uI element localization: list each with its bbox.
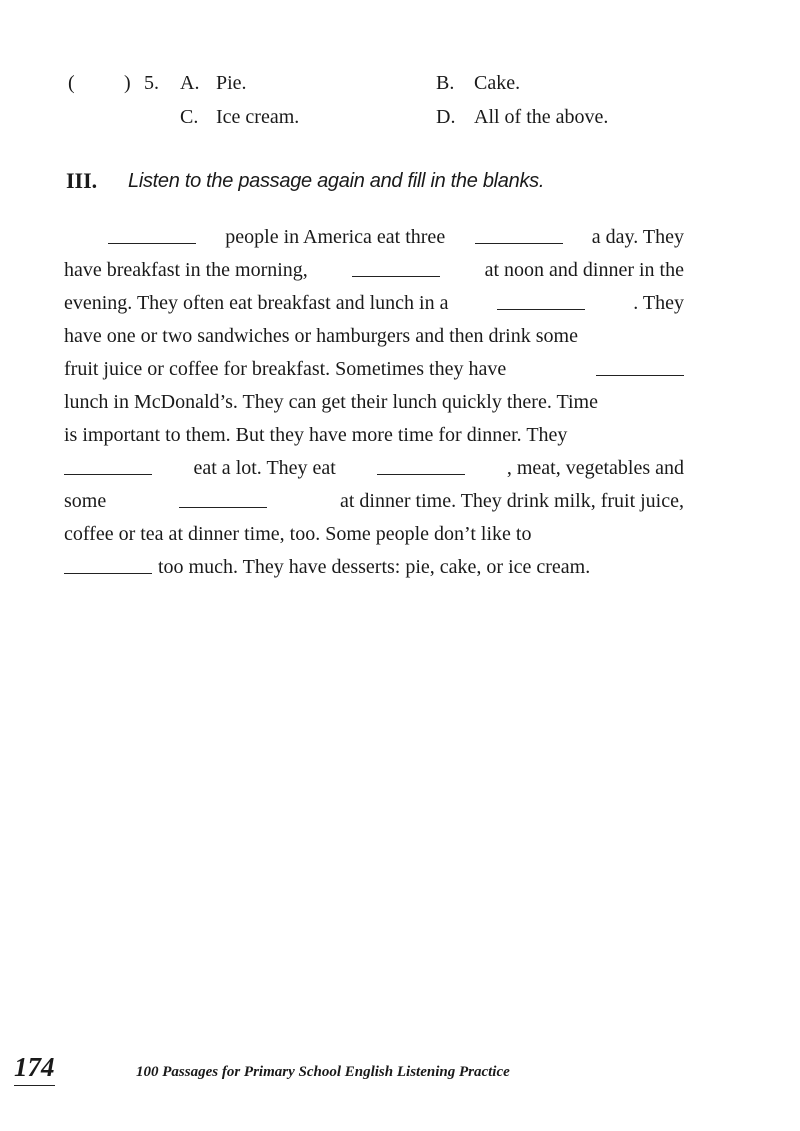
- passage-text: lunch in McDonald’s. They can get their lunch quickly there. Time: [64, 391, 598, 413]
- passage-text: is important to them. But they have more time for dinner. They: [64, 424, 568, 446]
- passage-text: have one or two sandwiches or hamburgers and then drink some: [64, 325, 578, 347]
- blank-1: [108, 221, 196, 244]
- passage-line: [64, 551, 684, 584]
- passage-line: [64, 419, 684, 452]
- fill-in-passage: [64, 221, 684, 584]
- blank-4: [497, 287, 585, 310]
- option-d-letter: D.: [436, 106, 456, 128]
- question-5-row-1: [68, 66, 748, 100]
- answer-paren-close: ): [124, 72, 131, 94]
- passage-text: a day. They: [591, 226, 684, 248]
- passage-text: too much. They have desserts: pie, cake, or ice cream.: [158, 556, 591, 578]
- blank-9: [64, 551, 152, 574]
- passage-text: fruit juice or coffee for breakfast. Sometimes they have: [64, 358, 507, 380]
- passage-line: [64, 518, 684, 551]
- passage-text: coffee or tea at dinner time, too. Some people don’t like to: [64, 523, 532, 545]
- passage-text: some: [64, 490, 107, 512]
- passage-line: [64, 221, 684, 254]
- option-a-letter: A.: [180, 72, 200, 94]
- option-d-text: All of the above.: [474, 106, 609, 128]
- section-number: III.: [66, 168, 98, 193]
- blank-5: [596, 353, 684, 376]
- passage-line: [64, 353, 684, 386]
- passage-line: [64, 287, 684, 320]
- passage-text: eat a lot. They eat: [193, 457, 336, 479]
- section-instruction: Listen to the passage again and fill in the blanks.: [128, 170, 545, 192]
- passage-text: people in America eat three: [225, 226, 446, 248]
- passage-line: [64, 320, 684, 353]
- option-b-letter: B.: [436, 72, 455, 94]
- passage-line: [64, 485, 684, 518]
- section-heading: [66, 164, 746, 198]
- passage-line: [64, 452, 684, 485]
- blank-8: [179, 485, 267, 508]
- option-b-text: Cake.: [474, 72, 521, 94]
- question-5-row-2: [68, 100, 748, 134]
- passage-text: at dinner time. They drink milk, fruit juice,: [340, 490, 684, 512]
- passage-text: at noon and dinner in the: [484, 259, 684, 281]
- page-number: 174: [14, 1050, 55, 1086]
- blank-2: [475, 221, 563, 244]
- passage-line: [64, 386, 684, 419]
- passage-text: have breakfast in the morning,: [64, 259, 308, 281]
- passage-text: evening. They often eat breakfast and lunch in a: [64, 292, 449, 314]
- passage-line: [64, 254, 684, 287]
- option-a-text: Pie.: [216, 72, 247, 94]
- passage-text: . They: [633, 292, 684, 314]
- question-5: [68, 66, 748, 134]
- passage-text: , meat, vegetables and: [506, 457, 684, 479]
- book-title: 100 Passages for Primary School English Listening Practice: [136, 1064, 510, 1080]
- question-number: 5.: [144, 72, 159, 94]
- option-c-text: Ice cream.: [216, 106, 300, 128]
- blank-3: [352, 254, 440, 277]
- blank-6: [64, 452, 152, 475]
- answer-paren-open: (: [68, 72, 75, 94]
- option-c-letter: C.: [180, 106, 199, 128]
- blank-7: [377, 452, 465, 475]
